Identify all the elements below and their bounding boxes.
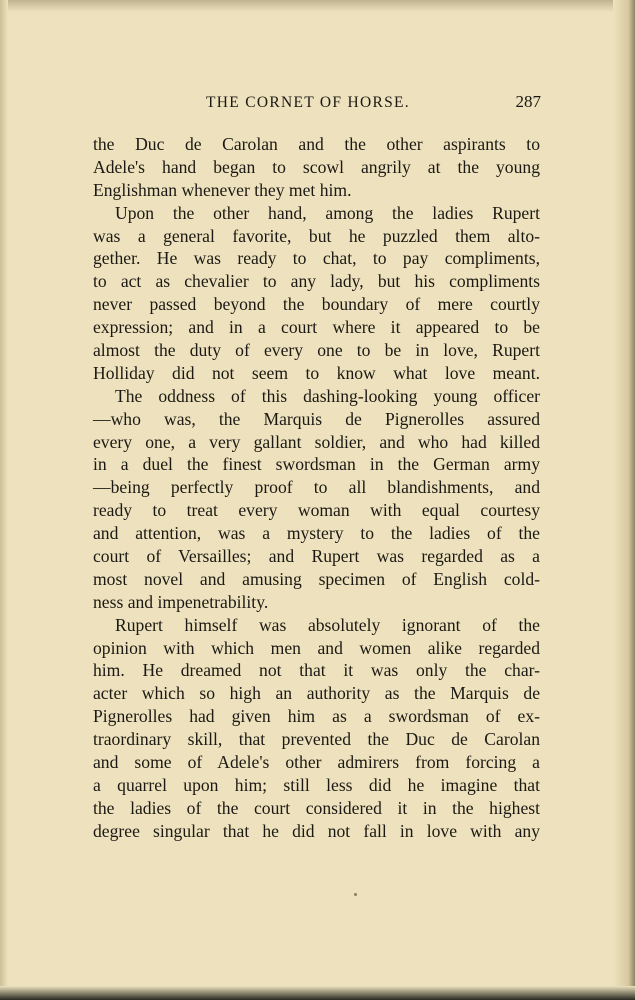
text-line: Upon the other hand, among the ladies Rupert [115, 202, 540, 223]
text-line: —being perfectly proof to all blandishments, and [93, 477, 540, 498]
text-line: degree singular that he did not fall in love with any [93, 820, 540, 841]
text-line: in a duel the finest swordsman in the German army [93, 454, 540, 475]
text-line: was a general favorite, but he puzzled them alto- [93, 225, 540, 246]
text-line: —who was, the Marquis de Pignerolles assured [93, 408, 540, 429]
page-edge-bottom [0, 986, 635, 1000]
text-line: Englishman whenever they met him. [93, 179, 352, 200]
body-text [93, 133, 540, 843]
text-line: the ladies of the court considered it in the highest [93, 797, 540, 818]
text-line: most novel and amusing specimen of English cold- [93, 568, 540, 589]
text-line: Rupert himself was absolutely ignorant of the [115, 614, 540, 635]
text-line: The oddness of this dashing-looking young officer [115, 385, 540, 406]
text-line: court of Versailles; and Rupert was regarded as a [93, 546, 540, 567]
text-line: traordinary skill, that prevented the Duc de Carolan [93, 729, 540, 750]
page-edge-top [0, 0, 635, 12]
running-title: THE CORNET OF HORSE. [206, 94, 410, 111]
page-number: 287 [515, 92, 541, 111]
running-head [93, 94, 541, 116]
page-edge-right [613, 0, 635, 1000]
text-line: expression; and in a court where it appeared to be [93, 317, 540, 338]
text-line: him. He dreamed not that it was only the char- [93, 660, 540, 681]
text-line: a quarrel upon him; still less did he imagine that [93, 774, 540, 795]
page-edge-left [0, 0, 8, 1000]
text-line: gether. He was ready to chat, to pay compliments, [93, 248, 540, 269]
text-line: ness and impenetrability. [93, 591, 269, 612]
text-line: every one, a very gallant soldier, and who had killed [93, 431, 540, 452]
text-line: Holliday did not seem to know what love meant. [93, 362, 540, 383]
paper-speck [354, 893, 357, 896]
text-line: the Duc de Carolan and the other aspirants to [93, 134, 540, 154]
text-line: acter which so high an authority as the Marquis de [93, 683, 540, 704]
text-line: and some of Adele's other admirers from forcing a [93, 752, 540, 773]
text-line: and attention, was a mystery to the ladies of the [93, 523, 540, 544]
text-line: to act as chevalier to any lady, but his compliments [93, 271, 540, 292]
text-line: Adele's hand began to scowl angrily at the young [93, 156, 540, 177]
text-line: never passed beyond the boundary of mere courtly [93, 294, 540, 315]
text-line: Pignerolles had given him as a swordsman of ex- [93, 706, 540, 727]
text-line: almost the duty of every one to be in love, Rupert [93, 340, 540, 361]
text-line: ready to treat every woman with equal courtesy [93, 500, 540, 521]
text-line: opinion with which men and women alike regarded [93, 637, 540, 658]
